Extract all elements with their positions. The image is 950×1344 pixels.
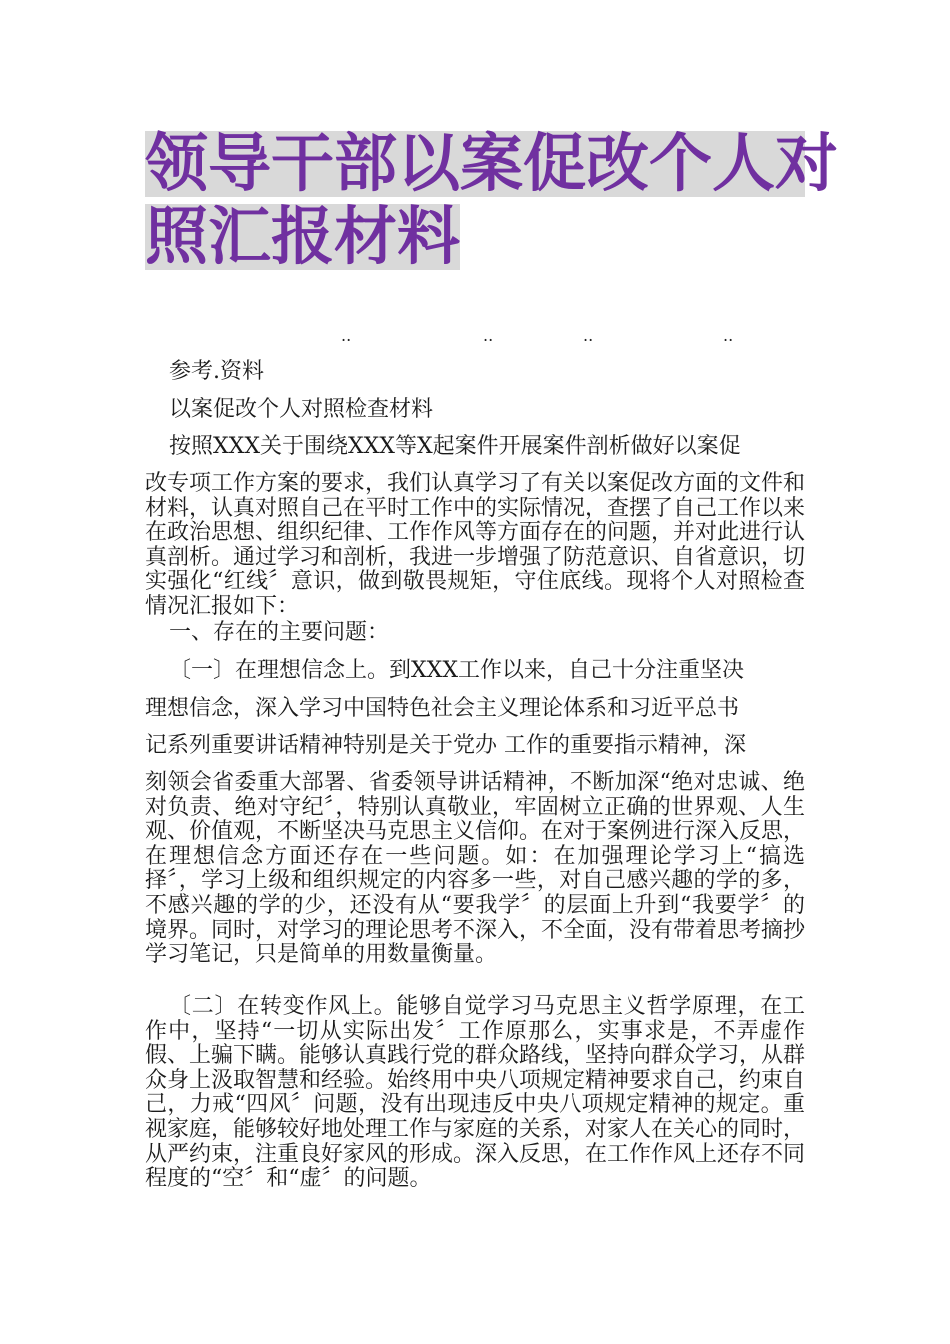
reference-label: 参考.资料 bbox=[169, 359, 264, 384]
item2-paragraph: 〔二〕在转变作风上。能够自觉学习马克思主义哲学原理，在工作中，坚持“一切从实际出发〞工作原那么，实事求是，不弄虚作假、上骗下瞒。能够认真践行党的群众路线，坚持向群众学习，从群众身上汲取智慧和经验。始终用中央八项规定精神要求自己，约束自己，力戒“四风〞问题，没有出现违反中央八项规定精神的规定。重视家庭，能够较好地处理工作与家庭的关系，对家人在关心的同时，从严约束，注重良好家风的形成。深入反思，在工作作风上还存不同程度的“空〞和“虚〞的问题。 bbox=[145, 994, 806, 1192]
document-subtitle: 以案促改个人对照检查材料 bbox=[169, 397, 434, 422]
item1-line-3: 记系列重要讲话精神特别是关于党办 工作的重要指示精神，深 bbox=[145, 733, 746, 758]
document-title-line-1: 领导干部以案促改个人对 bbox=[145, 127, 838, 200]
item1-line-1: 〔一〕在理想信念上。到XXX工作以来，自己十分注重坚决 bbox=[169, 658, 744, 683]
separator-dots: .. bbox=[341, 326, 352, 345]
section-heading: 一、存在的主要问题： bbox=[169, 620, 390, 645]
separator-dots: .. bbox=[723, 326, 734, 345]
intro-first-line: 按照XXX关于围绕XXX等X起案件开展案件剖析做好以案促 bbox=[169, 434, 741, 459]
separator-dots: .. bbox=[583, 326, 594, 345]
separator-dots: .. bbox=[483, 326, 494, 345]
document-title-line-2: 照汇报材料 bbox=[145, 200, 460, 273]
intro-paragraph: 改专项工作方案的要求，我们认真学习了有关以案促改方面的文件和材料，认真对照自己在平时工作中的实际情况，查摆了自己工作以来在政治思想、组织纪律、工作作风等方面存在的问题，并对此进行认真剖析。通过学习和剖析，我进一步增强了防范意识、自省意识，切实强化“红线〞意识，做到敬畏规矩，守住底线。现将个人对照检查情况汇报如下： bbox=[145, 471, 806, 619]
item1-paragraph: 刻领会省委重大部署、省委领导讲话精神，不断加深“绝对忠诚、绝对负责、绝对守纪〞，特别认真敬业，牢固树立正确的世界观、人生观、价值观，不断坚决马克思主义信仰。在对于案例进行深入反思，在理想信念方面还存在一些问题。如：在加强理论学习上“搞选择〞，学习上级和组织规定的内容多一些，对自己感兴趣的学的多，不感兴趣的学的少，还没有从“要我学〞的层面上升到“我要学〞的境界。同时，对学习的理论思考不深入，不全面，没有带着思考摘抄学习笔记，只是简单的用数量衡量。 bbox=[145, 770, 806, 968]
item1-line-2: 理想信念，深入学习中国特色社会主义理论体系和习近平总书 bbox=[145, 696, 740, 721]
